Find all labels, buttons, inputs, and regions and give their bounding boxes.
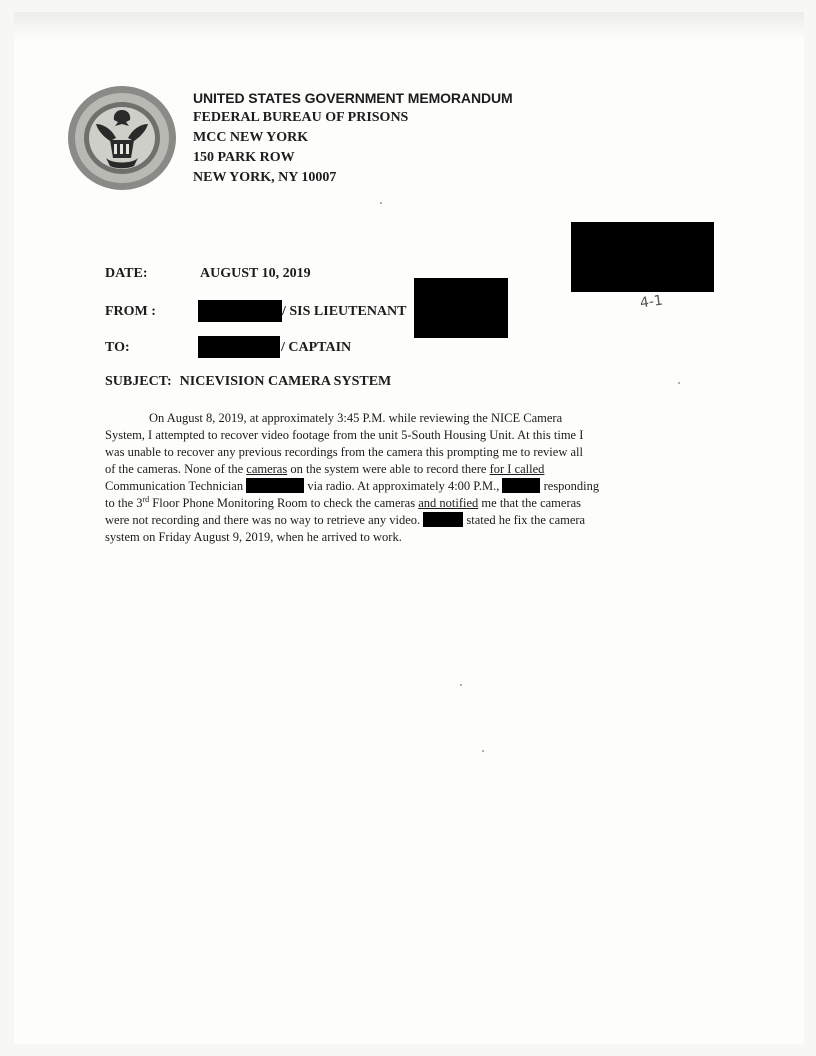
body-line-6	[105, 495, 715, 512]
scan-speck	[380, 202, 382, 204]
body-text-underlined: cameras	[246, 462, 288, 476]
handwritten-note: 4-1	[638, 292, 664, 312]
redaction-technician-name	[246, 478, 304, 493]
body-text: me that the cameras	[478, 496, 582, 510]
body-text-underlined: and notified	[418, 496, 479, 510]
bop-seal-icon	[66, 84, 178, 192]
memo-header	[193, 88, 513, 188]
redaction-name	[423, 512, 463, 527]
body-text: of the cameras. None of the	[105, 462, 247, 476]
body-line-4	[105, 461, 715, 478]
redaction-from-name	[198, 300, 282, 322]
header-agency: FEDERAL BUREAU OF PRISONS	[193, 110, 409, 125]
redaction-name	[502, 478, 540, 493]
subject-line	[105, 374, 391, 390]
scan-speck	[678, 382, 680, 384]
date-value: AUGUST 10, 2019	[200, 266, 311, 281]
header-title: UNITED STATES GOVERNMENT MEMORANDUM	[193, 90, 513, 106]
header-city: NEW YORK, NY 10007	[193, 170, 337, 185]
date-label: DATE:	[105, 266, 148, 281]
from-label: FROM :	[105, 304, 156, 319]
header-street: 150 PARK ROW	[193, 150, 295, 165]
to-label: TO:	[105, 340, 130, 355]
body-text: Floor Phone Monitoring Room to check the cameras	[149, 496, 419, 510]
memo-body	[105, 410, 715, 546]
body-line-3: was unable to recover any previous recordings from the camera this prompting me to review all	[105, 445, 583, 459]
from-value: / SIS LIEUTENANT	[282, 304, 407, 319]
body-line-1: On August 8, 2019, at approximately 3:45 P.M. while reviewing the NICE Camera	[149, 411, 563, 425]
subject-label: SUBJECT:	[105, 374, 172, 389]
scan-speck	[482, 750, 484, 752]
body-text: on the system were able to record there	[287, 462, 490, 476]
body-line-8: system on Friday August 9, 2019, when he arrived to work.	[105, 530, 402, 544]
body-text-underlined: for I called	[489, 462, 545, 476]
body-text: via radio. At approximately 4:00 P.M.,	[307, 479, 500, 493]
body-text: responding	[543, 479, 600, 493]
redaction-to-name	[198, 336, 280, 358]
body-text: Communication Technician	[105, 479, 244, 493]
body-text: to the 3	[105, 496, 143, 510]
body-text: stated he fix the camera	[466, 513, 586, 527]
redaction-from-tail	[414, 278, 508, 338]
body-superscript: rd	[142, 494, 150, 504]
body-line-7	[105, 512, 715, 529]
subject-value: NICEVISION CAMERA SYSTEM	[179, 374, 392, 389]
scan-speck	[460, 684, 462, 686]
body-line-2: System, I attempted to recover video footage from the unit 5-South Housing Unit. At this time I	[105, 428, 584, 442]
to-value: / CAPTAIN	[281, 340, 352, 355]
body-text: were not recording and there was no way to retrieve any video.	[105, 513, 421, 527]
header-facility: MCC NEW YORK	[193, 130, 309, 145]
body-line-5	[105, 478, 715, 495]
redaction-box-top-right	[571, 222, 714, 292]
